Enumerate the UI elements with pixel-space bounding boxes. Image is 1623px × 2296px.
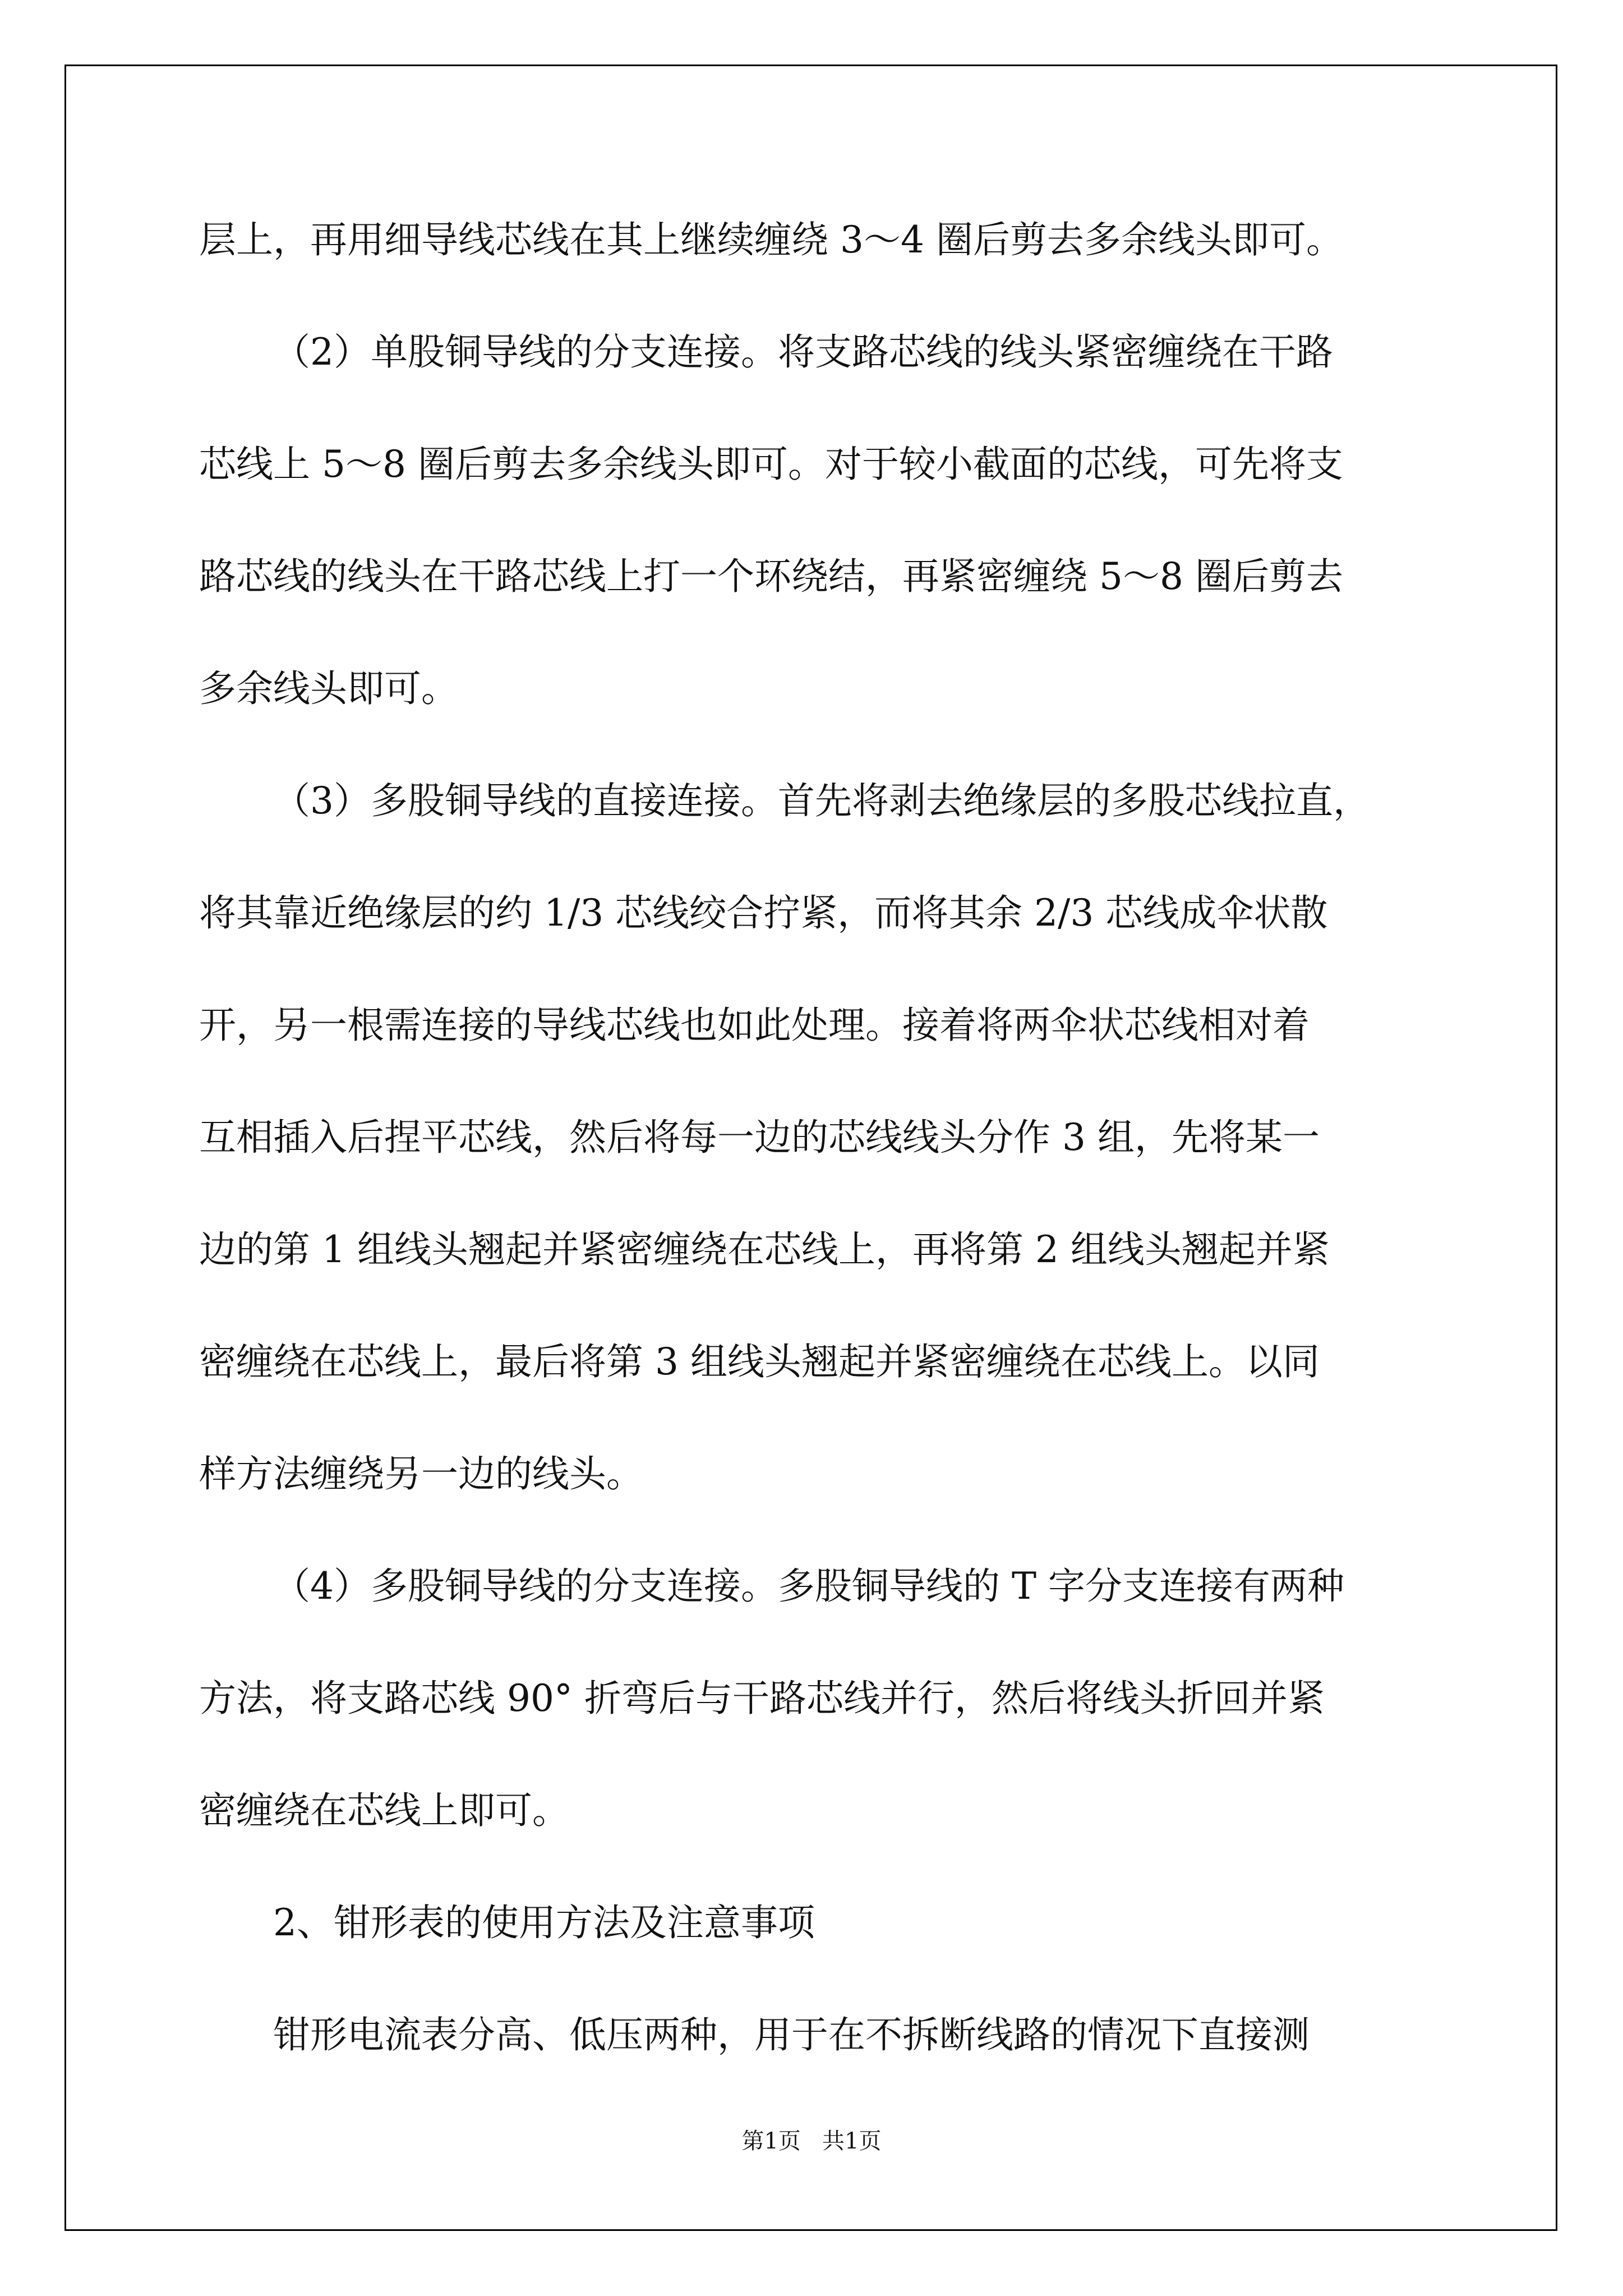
text-line: 芯线上 5～8 圈后剪去多余线头即可。对于较小截面的芯线，可先将支 <box>199 443 1343 486</box>
text-line: 互相插入后捏平芯线，然后将每一边的芯线线头分作 3 组，先将某一 <box>199 1116 1320 1159</box>
paragraph-start-line: （3）多股铜导线的直接连接。首先将剥去绝缘层的多股芯线拉直， <box>273 779 1370 822</box>
text-line: 密缠绕在芯线上，最后将第 3 组线头翘起并紧密缠绕在芯线上。以同 <box>199 1340 1320 1383</box>
text-line: 路芯线的线头在干路芯线上打一个环绕结，再紧密缠绕 5～8 圈后剪去 <box>199 555 1343 598</box>
text-line: 方法，将支路芯线 90° 折弯后与干路芯线并行，然后将线头折回并紧 <box>199 1677 1325 1720</box>
paragraph-start-line: （4）多股铜导线的分支连接。多股铜导线的 T 字分支连接有两种 <box>273 1565 1344 1608</box>
text-line: 边的第 1 组线头翘起并紧密缠绕在芯线上，再将第 2 组线头翘起并紧 <box>199 1228 1330 1271</box>
text-line: 将其靠近绝缘层的约 1/3 芯线绞合拧紧，而将其余 2/3 芯线成伞状散 <box>199 891 1328 935</box>
text-line: 层上，再用细导线芯线在其上继续缠绕 3～4 圈后剪去多余线头即可。 <box>199 218 1343 261</box>
text-line: 样方法缠绕另一边的线头。 <box>199 1452 643 1496</box>
section-heading: 2、钳形表的使用方法及注意事项 <box>273 1901 815 1944</box>
text-line: 多余线头即可。 <box>199 667 458 710</box>
paragraph-start-line: （2）单股铜导线的分支连接。将支路芯线的线头紧密缠绕在干路 <box>273 330 1333 374</box>
page-footer: 第1页 共1页 <box>741 2128 882 2154</box>
paragraph-start-line: 钳形电流表分高、低压两种，用于在不拆断线路的情况下直接测 <box>273 2013 1310 2056</box>
text-line: 密缠绕在芯线上即可。 <box>199 1789 569 1832</box>
text-line: 开，另一根需连接的导线芯线也如此处理。接着将两伞状芯线相对着 <box>199 1004 1310 1047</box>
